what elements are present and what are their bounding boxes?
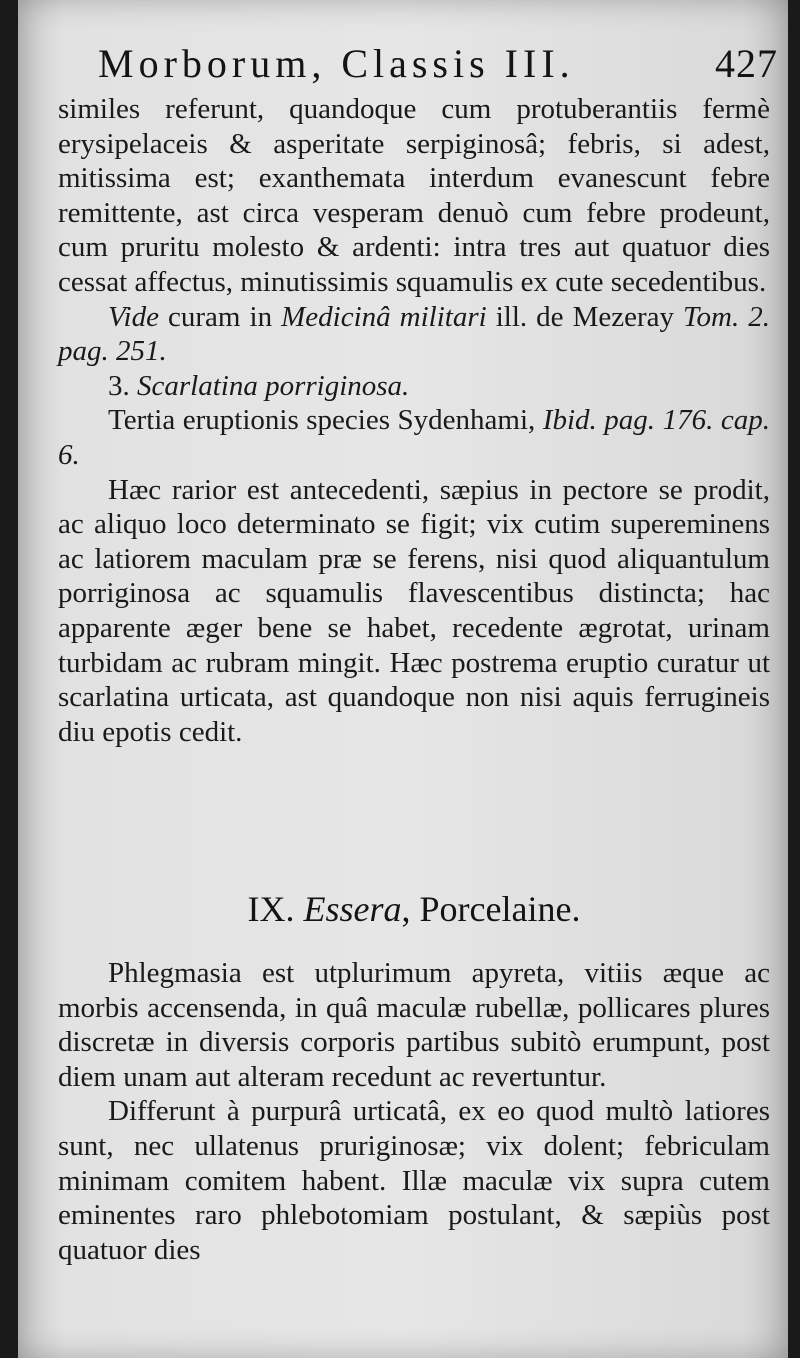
page-number: 427 <box>715 41 778 86</box>
paragraph-phlegmasia: Phlegmasia est utplurimum apyreta, vitiis æque ac morbis accensenda, in quâ maculæ rubellæ, pollicares plures discretæ in diversis corporis partibus subitò erumpunt, post diem unam aut alteram recedunt ac revertuntur. <box>58 957 770 1093</box>
body-text <box>58 92 770 749</box>
section-heading <box>58 888 770 930</box>
vide-word: Vide <box>108 300 159 333</box>
section-number: IX. <box>247 889 295 929</box>
vide-text-b: ill. de Mezeray <box>486 300 684 333</box>
vide-medicina: Medicinâ militari <box>281 300 487 333</box>
paragraph-haec: Hæc rarior est antecedenti, sæpius in pectore se prodit, ac aliquo loco determinato se figit; vix cutim supereminens ac latiorem maculam præ se ferens, nisi quod aliquantulum porriginosa ac squamulis flavescentibus distincta; hac apparente æger bene se habet, recedente ægrotat, urinam turbidam ac rubram mingit. Hæc postrema eruptio curatur ut scarlatina urticata, ast quandoque non nisi aquis ferrugineis diu epotis cedit. <box>58 473 770 748</box>
vide-tom: Tom. 2. pag. 251. <box>58 300 770 368</box>
tertia-text: Tertia eruptionis species Sydenhami, <box>108 404 543 437</box>
section-latin-name: Essera <box>303 889 402 929</box>
tertia-ibid: Ibid. pag. 176. cap. 6. <box>58 404 770 471</box>
paragraph-tertia <box>58 403 770 472</box>
paragraph-continuation: similes referunt, quandoque cum protuberantiis fermè erysipelaceis & asperitate serpiginosâ; febris, si adest, mitissima est; exanthemata interdum evanescunt febre remittente, ast circa vesperam denuò cum febre prodeunt, cum pruritu molesto & ardenti: intra tres aut quatuor dies cessat affectus, minutissimis squamulis ex cute secedentibus. <box>58 93 770 298</box>
subsection-title: Scarlatina porriginosa. <box>137 369 410 402</box>
paragraph-differunt: Differunt à purpurâ urticatâ, ex eo quod multò latiores sunt, nec ullatenus pruriginosæ; vix dolent; febriculam minimam comitem habent. Illæ maculæ vix supra cutem eminentes raro phlebotomiam postulant, & sæpiùs post quatuor dies <box>58 1095 770 1266</box>
subsection-heading <box>58 369 770 404</box>
book-page <box>18 0 788 1358</box>
section-body-text <box>58 956 770 1267</box>
paragraph-vide <box>58 300 770 369</box>
subsection-number: 3. <box>108 369 130 402</box>
header-title: Morborum, Classis III. <box>98 41 575 86</box>
running-header <box>98 40 778 90</box>
section-french-name: , Porcelaine. <box>401 889 581 929</box>
vide-text-a: curam in <box>159 300 282 333</box>
